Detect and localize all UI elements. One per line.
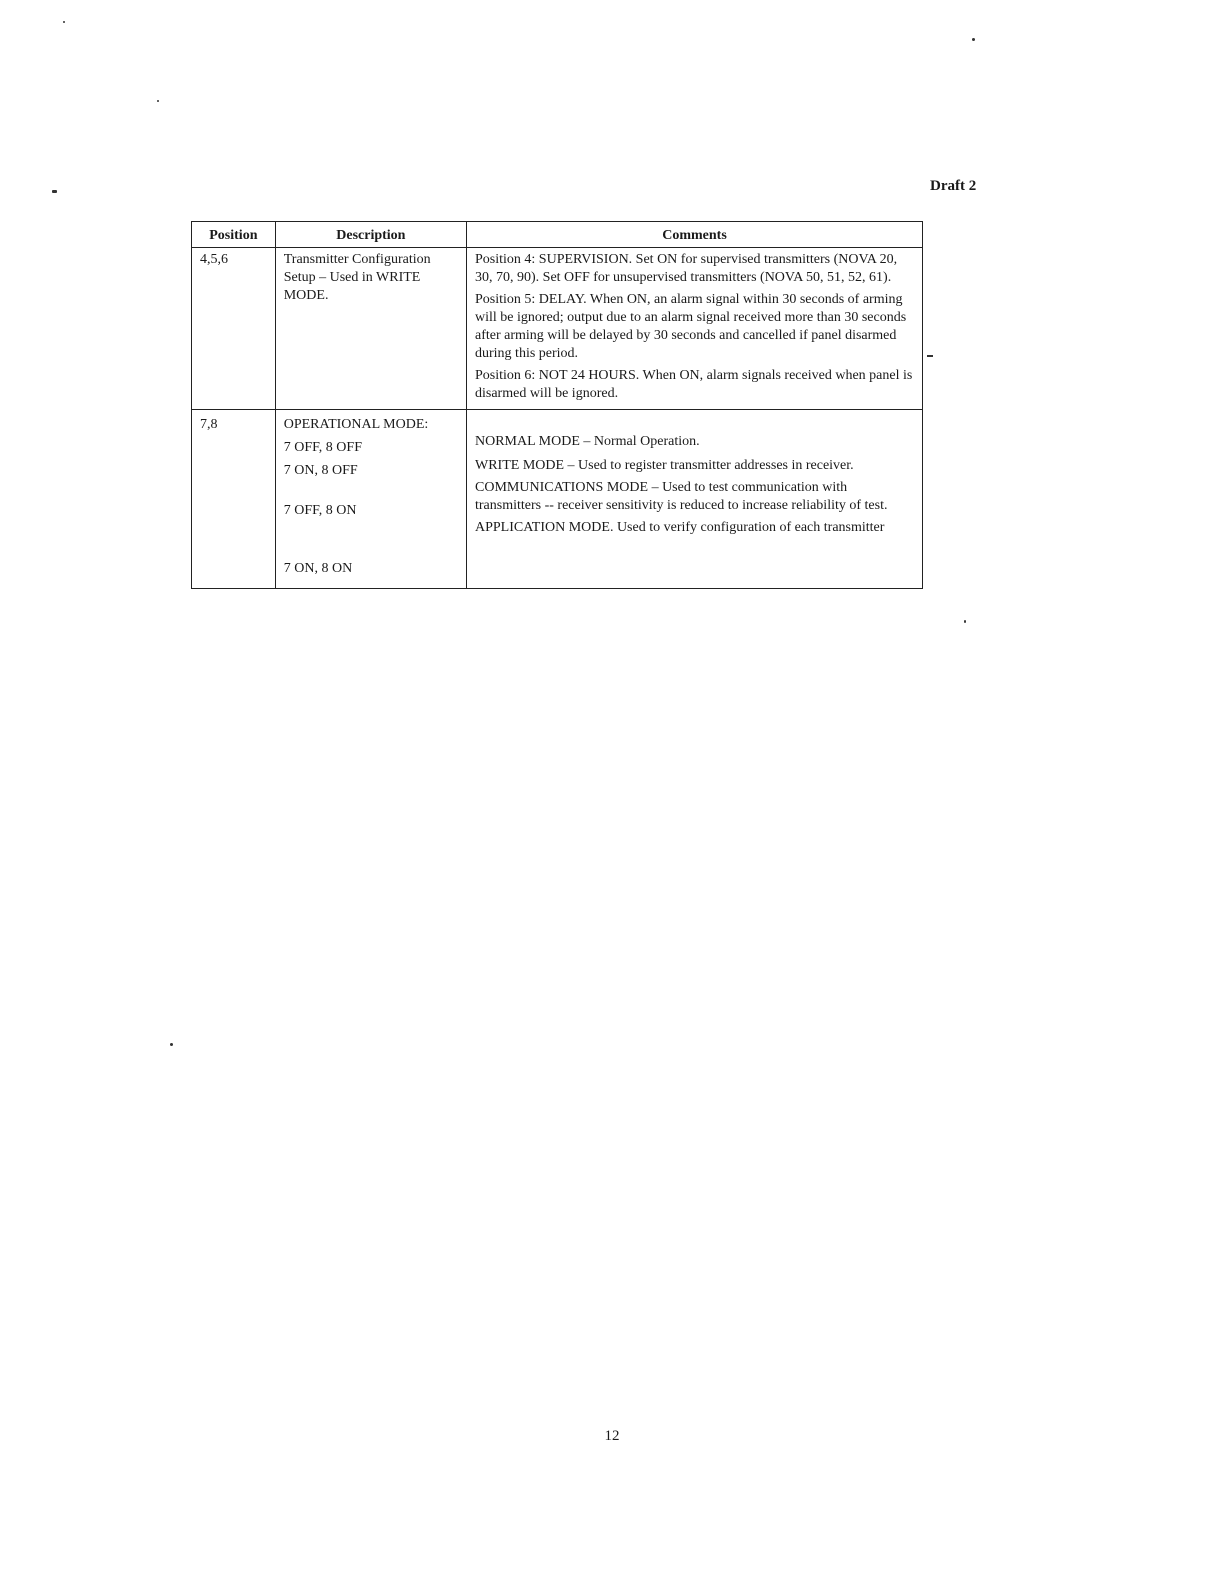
table-row <box>192 410 923 589</box>
table-header-row <box>192 222 923 248</box>
scan-speck <box>927 355 933 357</box>
column-header-position: Position <box>192 222 276 248</box>
table-row <box>192 248 923 410</box>
column-header-comments: Comments <box>467 222 923 248</box>
scan-speck <box>964 620 966 623</box>
comment-position-6: Position 6: NOT 24 HOURS. When ON, alarm signals received when panel is disarmed will be ignored. <box>475 368 913 401</box>
position-cell: 4,5,6 <box>192 248 276 410</box>
description-cell <box>275 410 466 589</box>
mode-setting: 7 ON, 8 OFF <box>283 463 358 478</box>
comment-position-5: Position 5: DELAY. When ON, an alarm signal within 30 seconds of arming will be ignored; output due to an alarm signal received more than 30 seconds after arming will be delayed by 30 seconds and cancelled if panel disarmed during this period. <box>475 292 907 361</box>
comment-position-4: Position 4: SUPERVISION. Set ON for supervised transmitters (NOVA 20, 30, 70, 90). Set OFF for unsupervised transmitters (NOVA 50, 51, 52, 61). <box>475 252 898 285</box>
mode-setting: 7 OFF, 8 OFF <box>283 440 362 455</box>
page-number: 12 <box>604 1428 620 1444</box>
operational-mode-title: OPERATIONAL MODE: <box>283 417 429 432</box>
scan-speck <box>972 38 975 41</box>
comments-cell <box>467 248 923 410</box>
scan-speck <box>170 1043 173 1046</box>
scan-speck <box>157 100 159 102</box>
column-header-description: Description <box>275 222 466 248</box>
dip-switch-table <box>191 221 923 589</box>
mode-comment: COMMUNICATIONS MODE – Used to test communication with transmitters -- receiver sensitivity is reduced to increase reliability of test. <box>475 480 888 513</box>
mode-setting: 7 OFF, 8 ON <box>283 503 357 518</box>
mode-comment: APPLICATION MODE. Used to verify configuration of each transmitter <box>475 520 885 535</box>
description-cell: Transmitter Configuration Setup – Used in WRITE MODE. <box>275 248 466 410</box>
draft-label: Draft 2 <box>930 178 977 194</box>
comments-cell <box>467 410 923 589</box>
mode-comment: NORMAL MODE – Normal Operation. <box>475 434 700 449</box>
mode-setting: 7 ON, 8 ON <box>283 561 353 576</box>
mode-comment: WRITE MODE – Used to register transmitter addresses in receiver. <box>475 458 854 473</box>
position-cell: 7,8 <box>192 410 276 589</box>
scan-speck <box>52 190 57 193</box>
scan-speck <box>63 21 65 23</box>
